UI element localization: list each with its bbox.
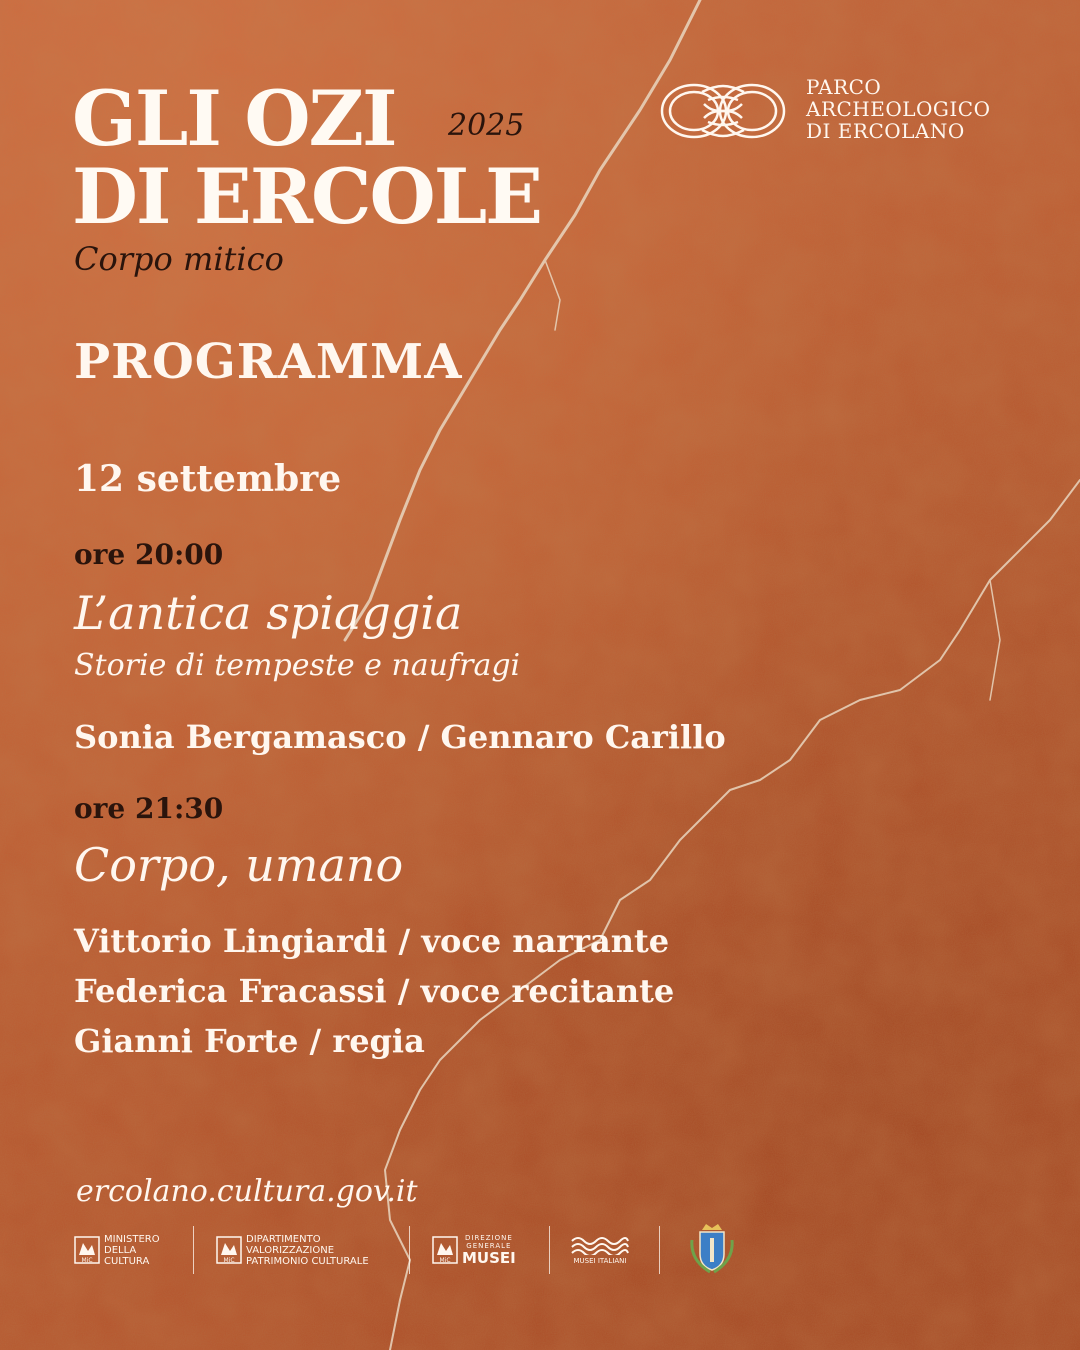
organizer-line-1: PARCO bbox=[806, 75, 882, 99]
logo-1-line-2: DELLA bbox=[104, 1244, 137, 1256]
event-1-time: ore 20:00 bbox=[74, 538, 224, 571]
logo-2-line-1: DIPARTIMENTO bbox=[246, 1233, 321, 1245]
title-subtitle: Corpo mitico bbox=[74, 240, 284, 278]
svg-text:MiC: MiC bbox=[223, 1257, 235, 1264]
organizer-name bbox=[806, 76, 991, 142]
mic-badge-icon bbox=[74, 1235, 100, 1265]
waves-icon bbox=[570, 1235, 630, 1255]
footer-divider bbox=[193, 1226, 194, 1274]
logo-4-line-1: MUSEI ITALIANI bbox=[573, 1256, 627, 1265]
logo-musei-italiani bbox=[570, 1230, 630, 1270]
footer-divider bbox=[409, 1226, 410, 1274]
event-2-title: Corpo, umano bbox=[74, 838, 404, 892]
mic-badge-icon bbox=[216, 1235, 242, 1265]
title-line-2: DI ERCOLE bbox=[72, 152, 542, 241]
logo-ministero-cultura bbox=[74, 1230, 160, 1270]
event-1-people: Sonia Bergamasco / Gennaro Carillo bbox=[74, 718, 726, 756]
event-2-time: ore 21:30 bbox=[74, 792, 224, 825]
event-1-subtitle: Storie di tempeste e naufragi bbox=[74, 648, 521, 683]
event-2-person-2: Federica Fracassi / voce recitante bbox=[74, 972, 675, 1010]
organizer-line-2: ARCHEOLOGICO bbox=[806, 97, 991, 121]
logo-direzione-musei bbox=[432, 1230, 516, 1270]
logo-2-line-3: PATRIMONIO CULTURALE bbox=[246, 1255, 369, 1267]
title-line-1: GLI OZI bbox=[72, 74, 396, 163]
website-link[interactable]: ercolano.cultura.gov.it bbox=[76, 1174, 418, 1209]
program-date: 12 settembre bbox=[74, 458, 342, 500]
logo-1-line-3: CULTURA bbox=[104, 1255, 150, 1267]
logo-2-line-2: VALORIZZAZIONE bbox=[246, 1244, 335, 1256]
svg-text:MiC: MiC bbox=[81, 1257, 93, 1264]
logo-1-line-1: MINISTERO bbox=[104, 1233, 160, 1245]
knot-logo-icon bbox=[658, 74, 788, 148]
event-2-person-3: Gianni Forte / regia bbox=[74, 1022, 425, 1060]
event-1-title: L’antica spiaggia bbox=[74, 586, 463, 640]
program-heading: PROGRAMMA bbox=[74, 334, 463, 390]
footer-divider bbox=[549, 1226, 550, 1274]
event-2-person-1: Vittorio Lingiardi / voce narrante bbox=[74, 922, 670, 960]
footer-divider bbox=[659, 1226, 660, 1274]
logo-3-line-2: GENERALE bbox=[466, 1242, 512, 1250]
logo-3-line-3: MUSEI bbox=[462, 1249, 516, 1267]
mic-badge-icon bbox=[432, 1235, 458, 1265]
logo-dipartimento-valorizzazione bbox=[216, 1230, 369, 1270]
organizer-line-3: DI ERCOLANO bbox=[806, 119, 965, 143]
svg-text:MiC: MiC bbox=[439, 1257, 451, 1264]
event-2-people bbox=[74, 916, 674, 1066]
logo-3-line-1: DIREZIONE bbox=[464, 1234, 513, 1242]
coat-of-arms-icon bbox=[684, 1220, 740, 1276]
event-year: 2025 bbox=[448, 108, 525, 143]
